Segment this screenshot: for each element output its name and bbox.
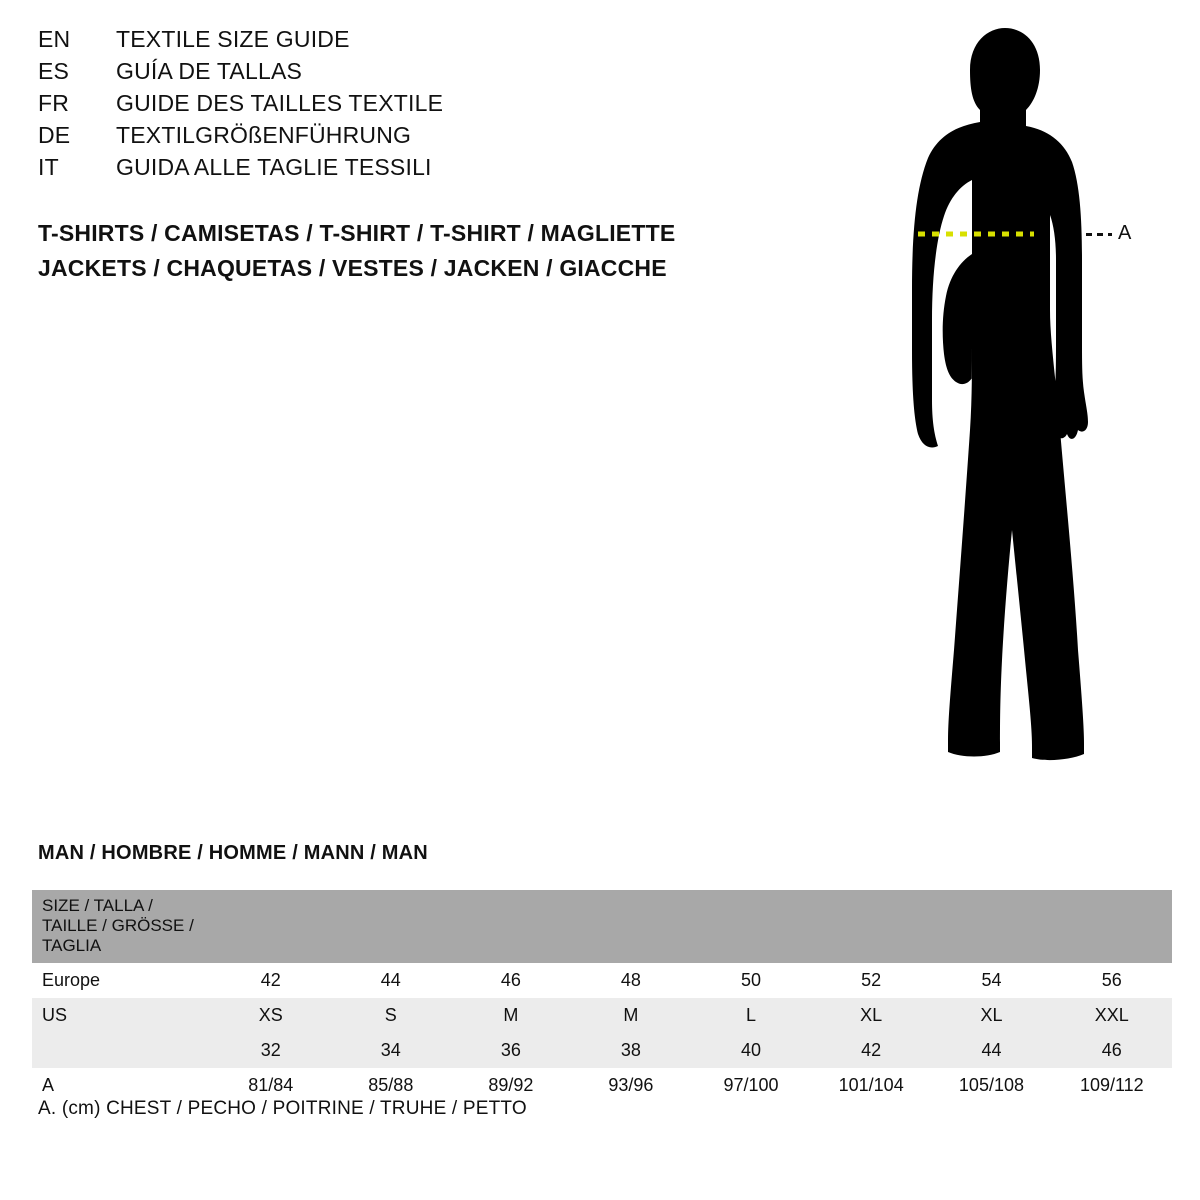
table-cell: 109/112 [1052, 1068, 1172, 1103]
table-cell: 85/88 [331, 1068, 451, 1103]
row-label: A [32, 1068, 211, 1103]
row-label: Europe [32, 963, 211, 998]
table-cell: XL [931, 998, 1051, 1033]
language-row [38, 28, 738, 51]
table-row [32, 1033, 1172, 1068]
table-cell: XL [811, 998, 931, 1033]
table-cell: 105/108 [931, 1068, 1051, 1103]
language-code: DE [38, 122, 71, 148]
table-cell: M [451, 998, 571, 1033]
language-text: GUIDE DES TAILLES TEXTILE [116, 90, 444, 116]
table-cell: 42 [211, 963, 331, 998]
table-row [32, 998, 1172, 1033]
language-text: GUÍA DE TALLAS [116, 58, 303, 84]
body-silhouette-figure [820, 10, 1180, 800]
footnote-chest: A. (cm) CHEST / PECHO / POITRINE / TRUHE / PETTO [38, 1098, 527, 1119]
table-cell: 89/92 [451, 1068, 571, 1103]
table-cell: M [571, 998, 691, 1033]
table-cell: 97/100 [691, 1068, 811, 1103]
table-cell: 52 [811, 963, 931, 998]
measure-leader-dashes [1086, 233, 1112, 236]
language-row [38, 92, 738, 115]
language-code: IT [38, 154, 59, 180]
table-cell: 54 [931, 963, 1051, 998]
table-cell: 44 [931, 1033, 1051, 1068]
table-cell: 36 [451, 1033, 571, 1068]
silhouette-icon [820, 10, 1180, 800]
language-code: EN [38, 26, 71, 52]
table-cell: 81/84 [211, 1068, 331, 1103]
table-cell: 44 [331, 963, 451, 998]
table-cell: 32 [211, 1033, 331, 1068]
language-code: ES [38, 58, 70, 84]
table-header-row [32, 890, 1172, 963]
table-cell: 50 [691, 963, 811, 998]
measure-label-a: A [1118, 222, 1132, 244]
language-code: FR [38, 90, 70, 116]
row-label [32, 1033, 211, 1068]
table-cell: 38 [571, 1033, 691, 1068]
table-cell: XXL [1052, 998, 1172, 1033]
language-header-block [38, 28, 738, 188]
table-cell: 101/104 [811, 1068, 931, 1103]
garment-categories [38, 222, 798, 292]
language-row [38, 156, 738, 179]
table-header-label: SIZE / TALLA / TAILLE / GRÖSSE / TAGLIA [32, 890, 211, 963]
table-cell: XS [211, 998, 331, 1033]
table-cell: 40 [691, 1033, 811, 1068]
table-cell: 46 [451, 963, 571, 998]
table-title-man: MAN / HOMBRE / HOMME / MANN / MAN [38, 842, 428, 864]
table-cell: S [331, 998, 451, 1033]
table-cell: 93/96 [571, 1068, 691, 1103]
language-text: TEXTILE SIZE GUIDE [116, 26, 350, 52]
table-row [32, 963, 1172, 998]
size-table [32, 890, 1172, 1103]
table-cell: 42 [811, 1033, 931, 1068]
table-cell: 56 [1052, 963, 1172, 998]
table-cell: L [691, 998, 811, 1033]
language-text: GUIDA ALLE TAGLIE TESSILI [116, 154, 432, 180]
language-text: TEXTILGRÖßENFÜHRUNG [116, 122, 412, 148]
row-label: US [32, 998, 211, 1033]
category-tshirts: T-SHIRTS / CAMISETAS / T-SHIRT / T-SHIRT / MAGLIETTE [38, 220, 676, 246]
category-jackets: JACKETS / CHAQUETAS / VESTES / JACKEN / GIACCHE [38, 255, 667, 281]
table-cell: 34 [331, 1033, 451, 1068]
table-cell: 48 [571, 963, 691, 998]
table-cell: 46 [1052, 1033, 1172, 1068]
language-row [38, 124, 738, 147]
language-row [38, 60, 738, 83]
